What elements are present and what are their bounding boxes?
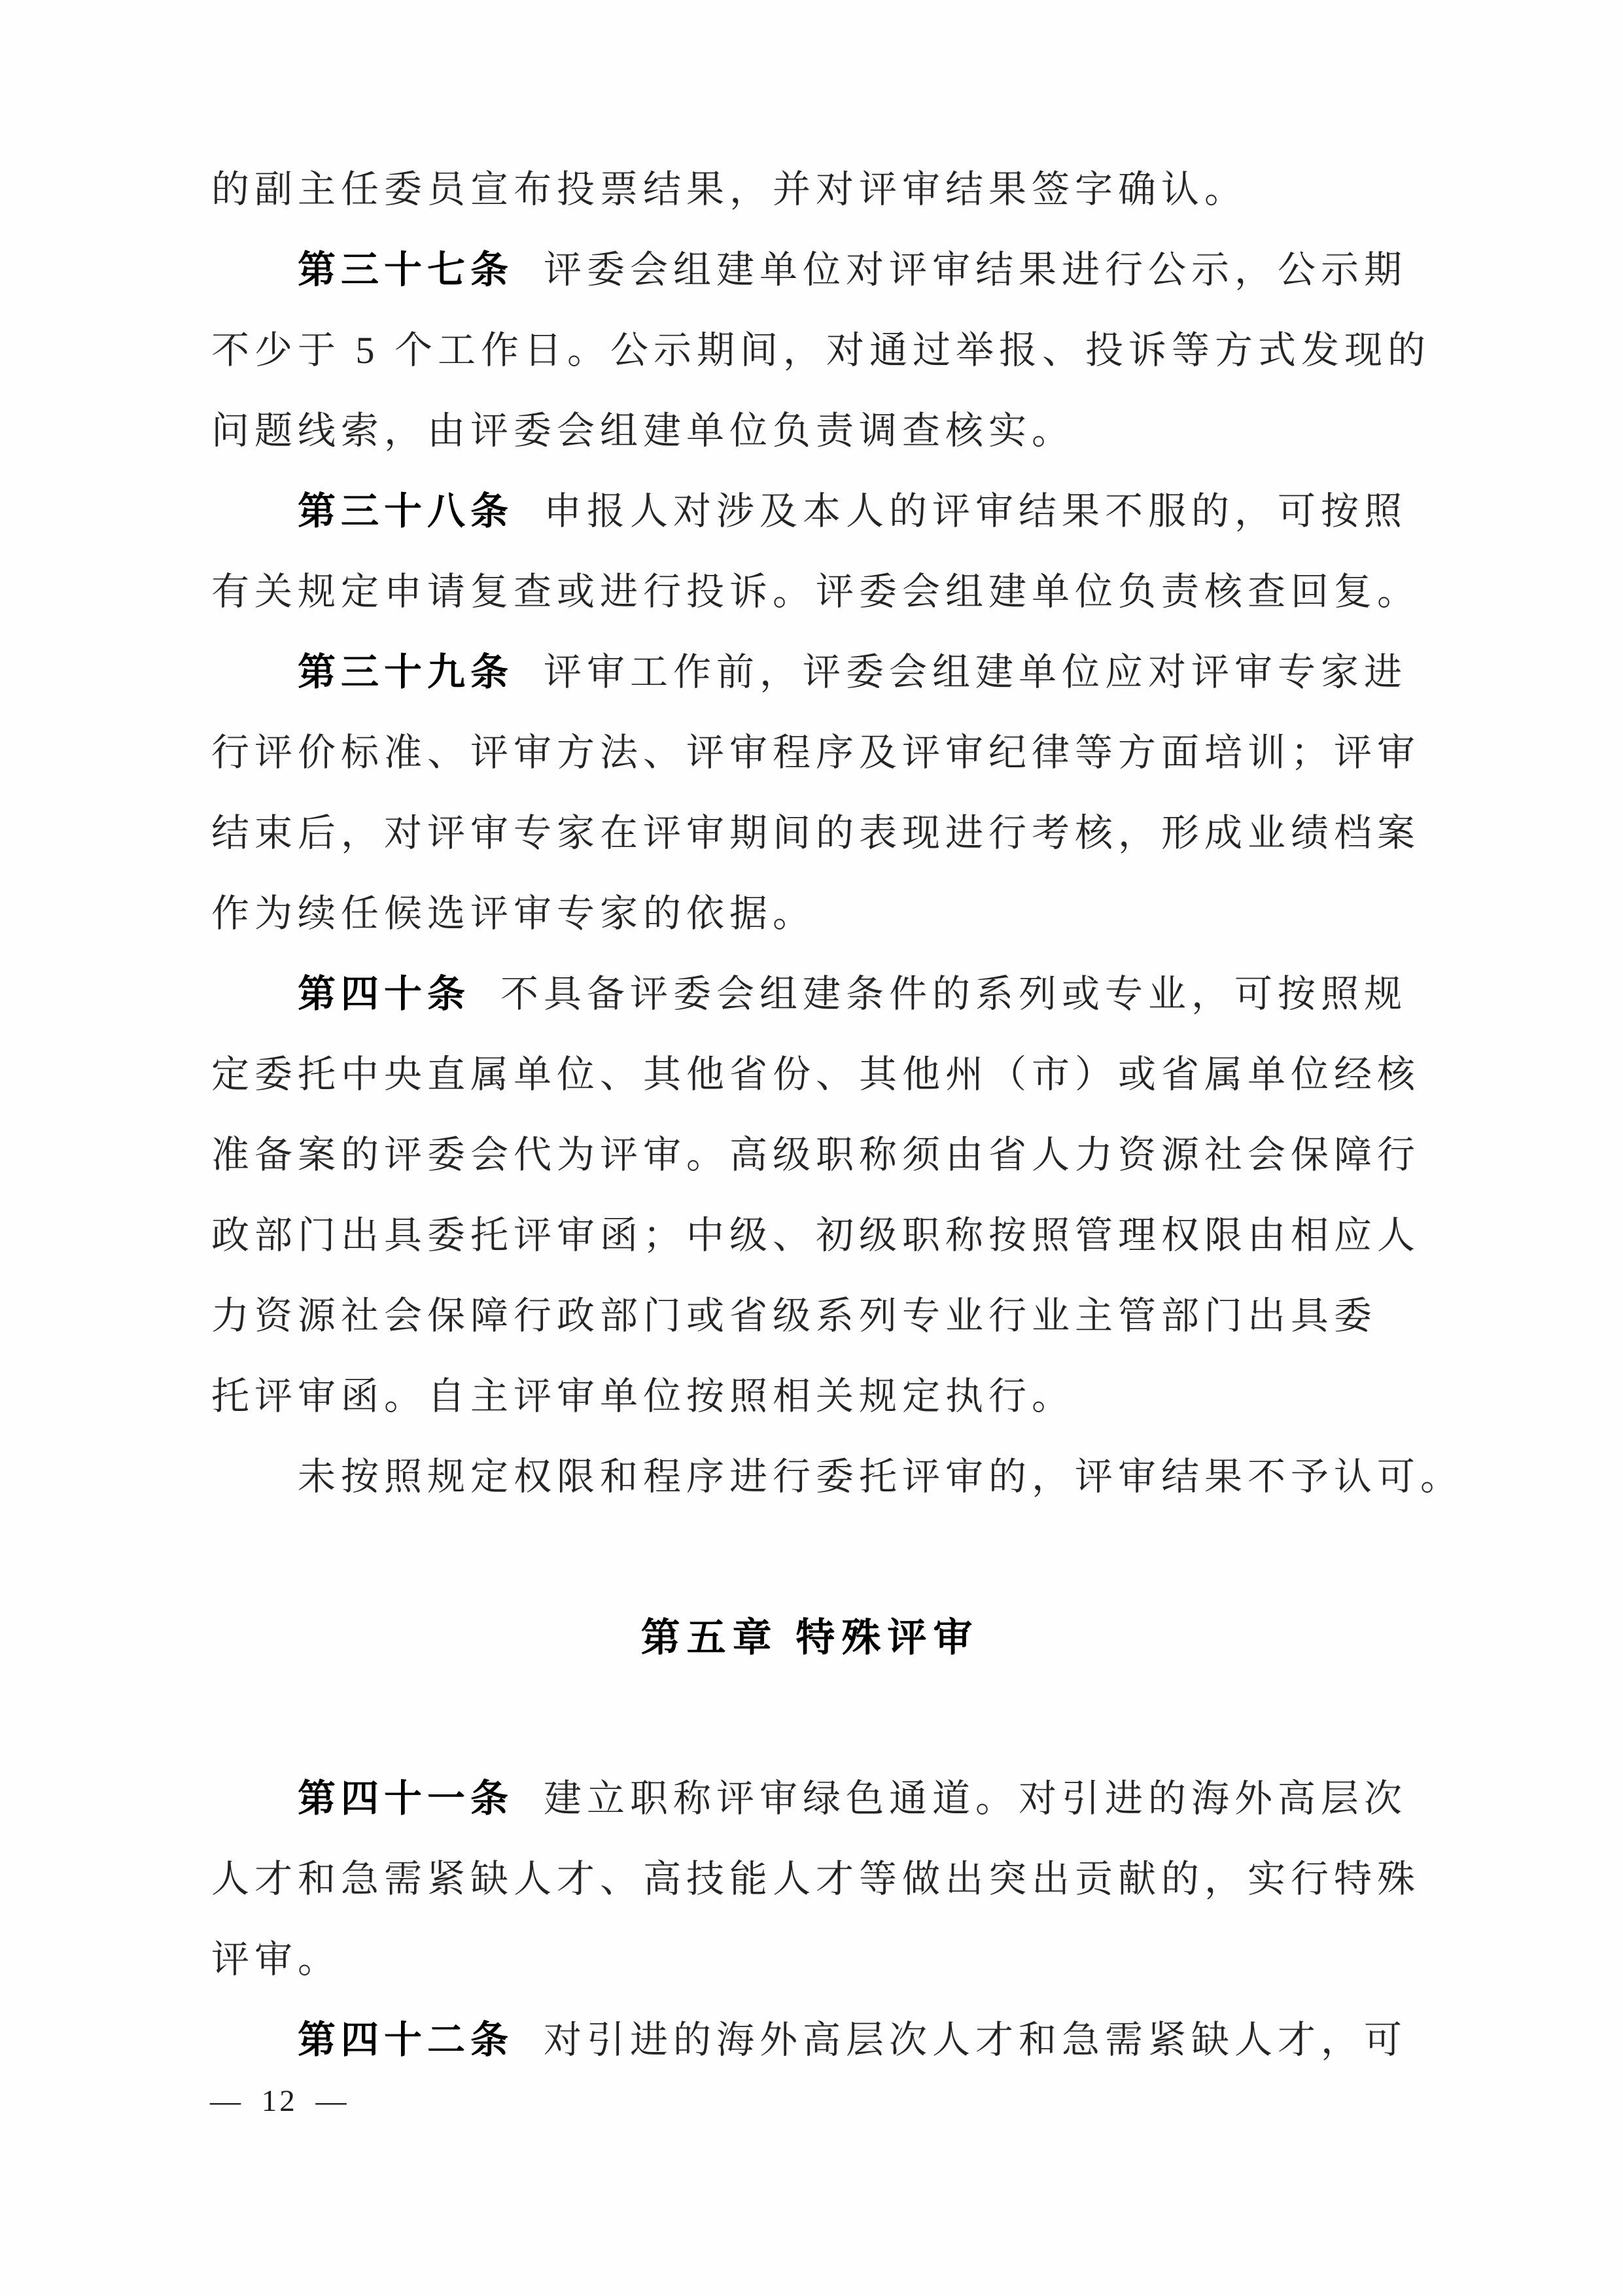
line-text: 评委会组建单位对评审结果进行公示，公示期 bbox=[544, 249, 1408, 291]
line-text: 评审工作前，评委会组建单位应对评审专家进 bbox=[544, 651, 1408, 693]
text-line bbox=[211, 1436, 1464, 1517]
line-text: 未按照规定权限和程序进行委托评审的，评审结果不予认可。 bbox=[298, 1455, 1464, 1498]
text-line bbox=[211, 873, 1408, 954]
line-text: 有关规定申请复查或进行投诉。评委会组建单位负责核查回复。 bbox=[211, 570, 1421, 613]
document-body bbox=[211, 149, 1464, 2080]
line-text: 不具备评委会组建条件的系列或专业，可按照规 bbox=[500, 973, 1408, 1015]
line-text: 作为续任候选评审专家的依据。 bbox=[211, 892, 816, 935]
text-line bbox=[211, 1758, 1408, 1839]
text-line bbox=[211, 230, 1408, 310]
line-text: 行评价标准、评审方法、评审程序及评审纪律等方面培训；评审 bbox=[211, 731, 1421, 774]
text-line bbox=[211, 310, 1431, 391]
text-line bbox=[211, 1919, 1408, 2000]
text-line bbox=[211, 793, 1421, 873]
line-text: 结束后，对评审专家在评审期间的表现进行考核，形成业绩档案 bbox=[211, 812, 1421, 854]
text-line bbox=[211, 1276, 1408, 1356]
article-number: 第三十九条 bbox=[298, 651, 514, 693]
page-number: — 12 — bbox=[210, 2084, 349, 2118]
text-line bbox=[211, 712, 1421, 793]
article-number: 第四十条 bbox=[298, 973, 471, 1015]
text-line bbox=[211, 149, 1408, 230]
article-number: 第三十七条 bbox=[298, 249, 514, 291]
line-text: 政部门出具委托评审函；中级、初级职称按照管理权限由相应人 bbox=[211, 1214, 1421, 1257]
chapter-title-text: 第五章 特殊评审 bbox=[640, 1616, 979, 1660]
line-text: 评审。 bbox=[211, 1938, 341, 1981]
text-line bbox=[211, 1034, 1421, 1115]
line-text: 准备案的评委会代为评审。高级职称须由省人力资源社会保障行 bbox=[211, 1134, 1421, 1176]
article-number: 第四十一条 bbox=[298, 1777, 514, 1820]
line-text: 定委托中央直属单位、其他省份、其他州（市）或省属单位经核 bbox=[211, 1053, 1421, 1096]
text-line bbox=[211, 1195, 1421, 1276]
line-text: 申报人对涉及本人的评审结果不服的，可按照 bbox=[544, 490, 1408, 532]
text-line bbox=[211, 551, 1421, 632]
line-text: 力资源社会保障行政部门或省级系列专业行业主管部门出具委 bbox=[211, 1295, 1378, 1337]
text-line bbox=[211, 1115, 1421, 1195]
text-line bbox=[211, 1356, 1408, 1436]
line-text: 对引进的海外高层次人才和急需紧缺人才，可 bbox=[544, 2019, 1408, 2061]
line-text: 人才和急需紧缺人才、高技能人才等做出突出贡献的，实行特殊 bbox=[211, 1858, 1421, 1900]
text-line bbox=[211, 391, 1408, 471]
text-line bbox=[211, 954, 1408, 1034]
text-line bbox=[211, 1839, 1421, 1919]
text-line bbox=[211, 471, 1408, 551]
chapter-heading bbox=[211, 1597, 1408, 1678]
text-line bbox=[211, 632, 1408, 712]
line-text: 问题线索，由评委会组建单位负责调查核实。 bbox=[211, 409, 1075, 452]
line-text: 的副主任委员宣布投票结果，并对评审结果签字确认。 bbox=[211, 168, 1248, 211]
text-line bbox=[211, 2000, 1408, 2080]
article-number: 第三十八条 bbox=[298, 490, 514, 532]
blank-line bbox=[211, 1678, 1408, 1758]
line-text: 建立职称评审绿色通道。对引进的海外高层次 bbox=[544, 1777, 1408, 1820]
blank-line bbox=[211, 1517, 1408, 1597]
article-number: 第四十二条 bbox=[298, 2019, 514, 2061]
line-text: 托评审函。自主评审单位按照相关规定执行。 bbox=[211, 1375, 1075, 1418]
line-text: 不少于 5 个工作日。公示期间，对通过举报、投诉等方式发现的 bbox=[211, 329, 1431, 372]
